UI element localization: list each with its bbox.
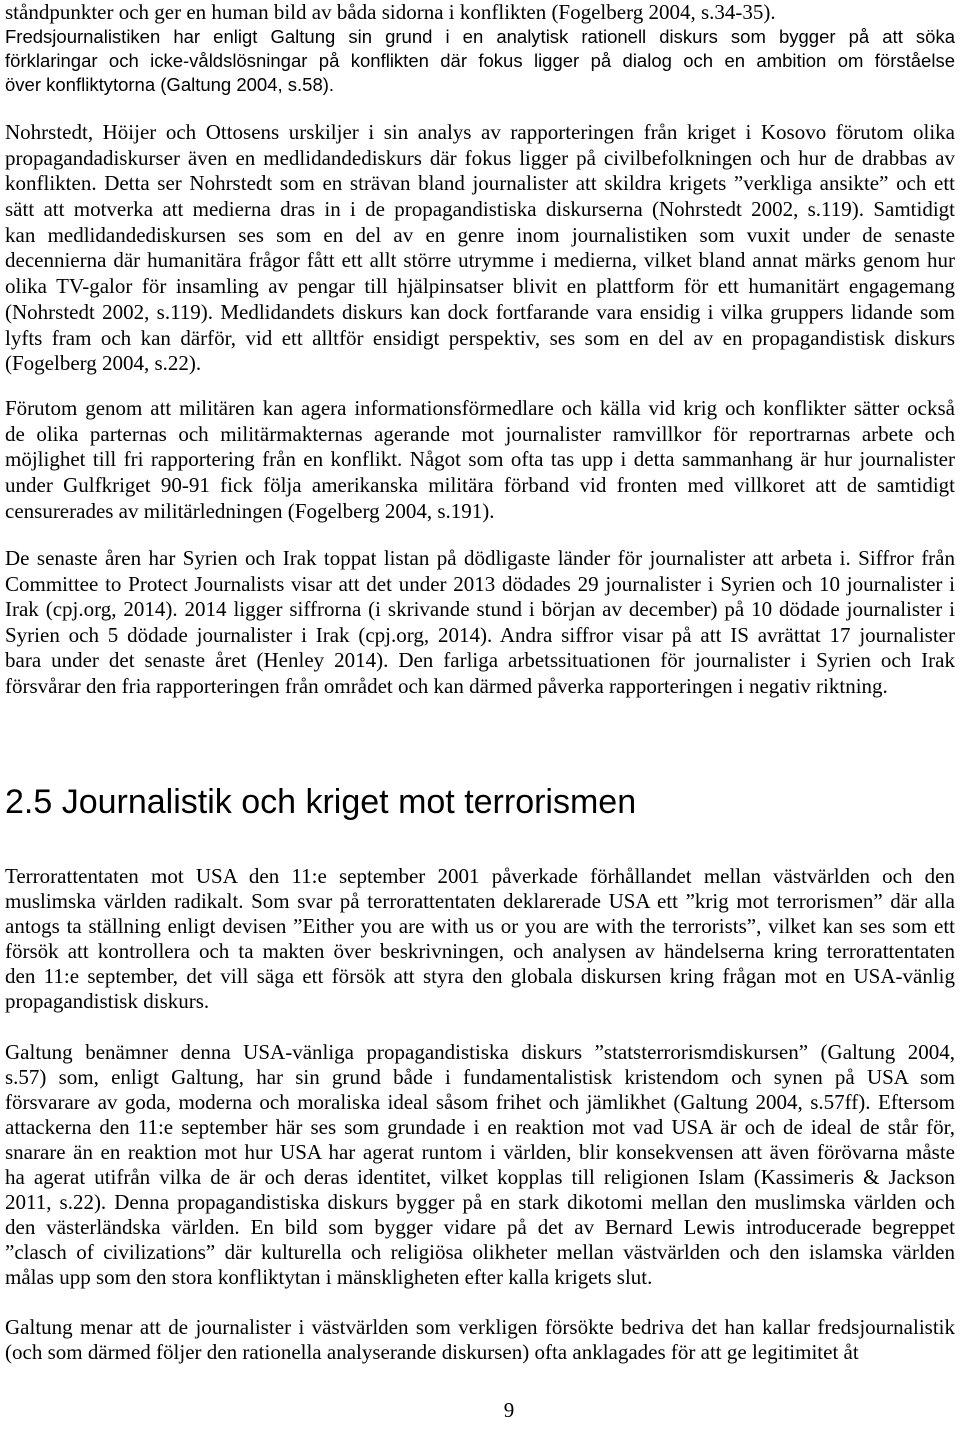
text-line: försvårar den fria rapporteringen från området och kan därmed påverka rapporteringen i negativ riktning. xyxy=(5,673,888,698)
text-line: 2011, s.22). Denna propagandistiska diskurs bygger på en stark dikotomi mellan den muslimska världen och xyxy=(5,1190,955,1215)
text-line: försök att kontrollera och ta makten över beskrivningen, och analysen av händelserna kring terrorattentaten xyxy=(5,939,955,964)
text-line: antogs ta ställning enligt devisen ”Either you are with us or you are with the terrorists”, vilket kan ses som ett xyxy=(5,914,955,939)
text-line: den 11:e september, det vill säga ett försök att styra den globala diskursen kring frågan mot en USA-vänlig xyxy=(5,964,955,989)
paragraph xyxy=(5,120,955,377)
text-line: möjlighet till fri rapportering från en konflikt. Något som ofta tas upp i detta sammanhang är hur journalister xyxy=(5,447,955,472)
text-line: (Nohrstedt 2002, s.119). Medlidandets diskurs kan dock fortfarande vara ensidig i vilka gruppers lidande som xyxy=(5,299,955,324)
text-line: ”clasch of civilizations” där kulturella och religiösa olikheter mellan västvärlden och den islamska världen xyxy=(5,1240,955,1265)
text-line: (Fogelberg 2004, s.22). xyxy=(5,351,202,376)
text-line: (och som därmed följer den rationella analyserande diskursen) ofta anklagades för att ge legitimitet åt xyxy=(5,1339,859,1364)
paragraph xyxy=(5,1040,955,1291)
text-line: målas upp som den stora konfliktytan i mänskligheten efter kalla krigets slut. xyxy=(5,1265,653,1290)
text-line: över konfliktytorna (Galtung 2004, s.58). xyxy=(5,74,335,95)
text-line: lyfts fram och kan därför, vid ett alltför ensidigt perspektiv, ses som en del av en propagandistisk diskurs xyxy=(5,325,955,350)
text-line: attackerna den 11:e september här ses som grundade i en reaktion mot vad USA är och de ideal de står för, xyxy=(5,1114,955,1139)
text-line: decennierna där humanitära frågor fått ett allt större utrymme i medierna, vilket bland annat märks genom hur xyxy=(5,248,955,273)
text-line: s.57) som, enligt Galtung, har sin grund både i fundamentalistisk kristendom och synen på USA som xyxy=(5,1064,955,1089)
text-line: propagandadiskurser även en medlidandediskurs där fokus ligger på civilbefolkningen och hur de drabbas av xyxy=(5,145,955,170)
text-line: sätt att motverka att medierna dras in i de propagandistiska diskurserna (Nohrstedt 2002, s.119). Samtidigt xyxy=(5,197,955,222)
text-line: under Gulfkriget 90-91 fick följa amerikanska militära förband vid fronten med villkoret att de samtidigt xyxy=(5,473,955,498)
paragraph xyxy=(5,546,955,699)
page-number: 9 xyxy=(503,1398,515,1422)
text-line: muslimska världen radikalt. Som svar på terrorattentaten deklarerade USA ett ”krig mot terrorismen” där alla xyxy=(5,889,955,914)
section-heading: 2.5 Journalistik och kriget mot terrorismen xyxy=(5,783,637,821)
text-line: ha agerat utifrån vilka de är och deras identitet, vilket kopplas till religionen Islam (Kassimeris & Jackson xyxy=(5,1164,955,1189)
text-line: Irak (cpj.org, 2014). 2014 ligger siffrorna (i skrivande stund i början av december) på 10 dödade journalister i xyxy=(5,597,955,621)
text-line: Galtung menar att de journalister i västvärlden som verkligen försökte bedriva det han kallar fredsjournalistik xyxy=(5,1314,955,1339)
text-line: Galtung benämner denna USA-vänliga propagandistiska diskurs ”statsterrorismdiskursen” (Galtung 2004, xyxy=(5,1039,955,1064)
text-line: de olika parternas och militärmakternas agerande mot journalister ramvillkor för reportrarnas arbete och xyxy=(5,421,955,446)
text-line: kan medlidandediskursen ses som en del av en genre inom journalistiken som vuxit under de senaste xyxy=(5,222,955,247)
text-line: Nohrstedt, Höijer och Ottosens urskiljer i sin analys av rapporteringen från kriget i Kosovo förutom olika xyxy=(5,120,955,144)
paragraph xyxy=(5,396,955,524)
text-line: Terrorattentaten mot USA den 11:e september 2001 påverkade förhållandet mellan västvärlden och den xyxy=(5,864,955,888)
paragraph xyxy=(5,1315,955,1365)
text-line: censurerades av militärledningen (Fogelberg 2004, s.191). xyxy=(5,498,495,523)
text-line: ståndpunkter och ger en human bild av båda sidorna i konflikten (Fogelberg 2004, s.34-35). xyxy=(5,0,776,24)
text-line: De senaste åren har Syrien och Irak toppat listan på dödligaste länder för journalister att arbeta i. Siffror från xyxy=(5,546,955,570)
text-line: försvarare av goda, moderna och moraliska ideal såsom frihet och jämlikhet (Galtung 2004, s.57ff). Eftersom xyxy=(5,1089,955,1114)
text-line: propagandistisk diskurs. xyxy=(5,989,210,1014)
text-line: Committee to Protect Journalists visar att det under 2013 dödades 29 journalister i Syrien och 10 journalister i xyxy=(5,571,955,596)
paragraph xyxy=(5,864,955,1015)
text-line: den västerländska världen. En bild som bygger vidare på det av Bernard Lewis introducerade begreppet xyxy=(5,1215,955,1240)
text-line: snarare än en reaktion mot hur USA har agerat runtom i världen, blir konsekvensen att även förövarna måste xyxy=(5,1139,955,1164)
text-line: förklaringar och icke-våldslösningar på konflikten där fokus ligger på dialog och en ambition om förståelse xyxy=(5,50,955,71)
text-line: olika TV-galor för insamling av pengar till hjälpinsatser blivit en plattform för ett humanitärt engagemang xyxy=(5,274,955,299)
paragraph xyxy=(5,25,955,97)
text-line: bara under det senaste året (Henley 2014). Den farliga arbetssituationen för journalister i Syrien och Irak xyxy=(5,648,955,672)
text-line: Fredsjournalistiken har enligt Galtung sin grund i en analytisk rationell diskurs som bygger på att söka xyxy=(5,26,955,47)
text-line: Förutom genom att militären kan agera informationsförmedlare och källa vid krig och konflikter sätter också xyxy=(5,396,955,420)
text-line: Syrien och 5 dödade journalister i Irak (cpj.org, 2014). Andra siffror visar på att IS avrättat 17 journalister xyxy=(5,622,955,647)
text-line: konflikten. Detta ser Nohrstedt som en strävan bland journalister att skildra krigets ”verkliga ansikte” och ett xyxy=(5,171,955,196)
paragraph xyxy=(5,0,955,24)
